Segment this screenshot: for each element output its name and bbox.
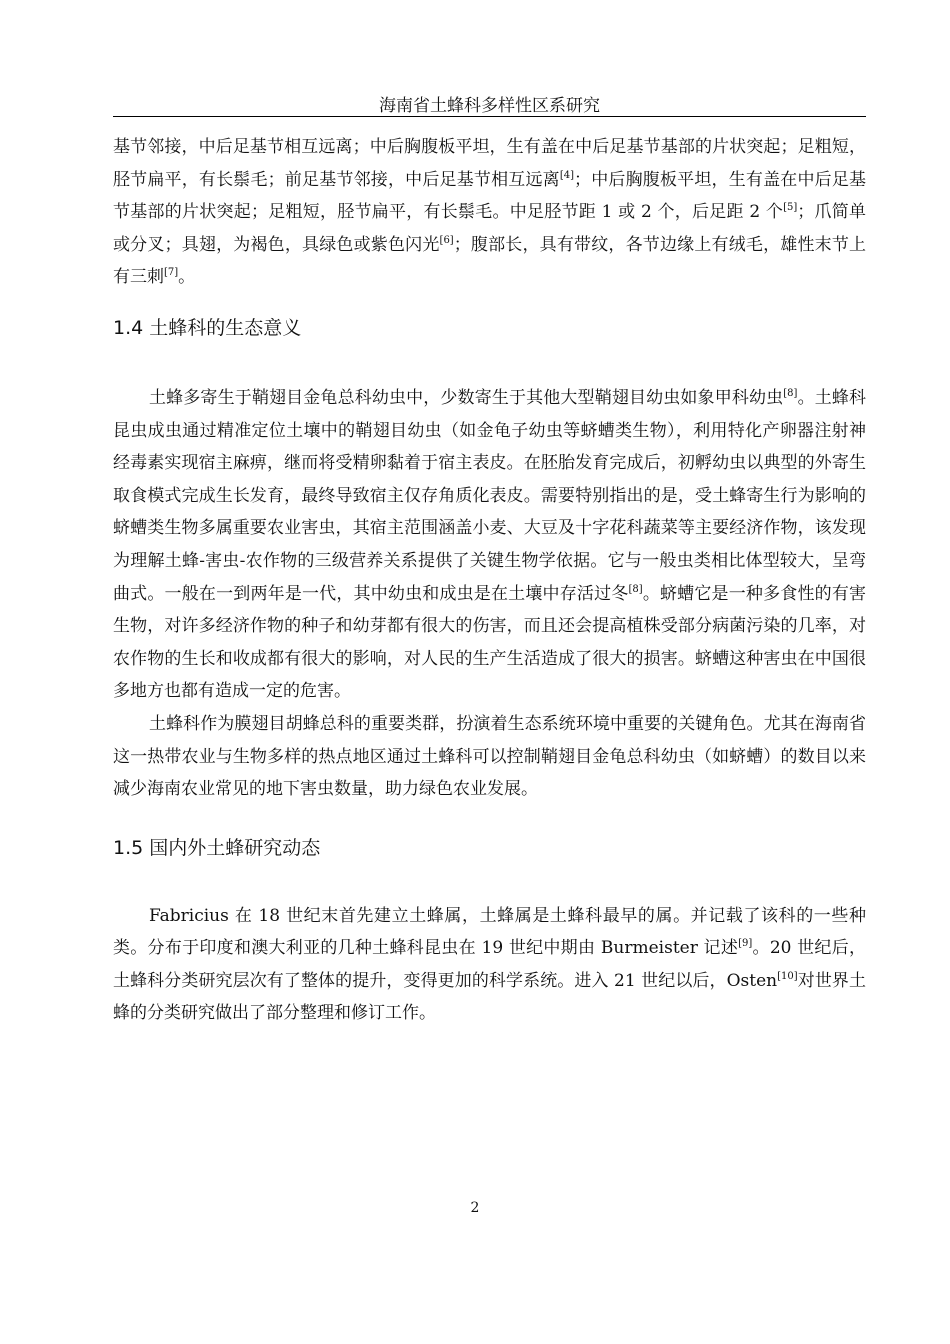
text-run: ；中后胸腹板平坦，生有盖在中后足基节基部的片状突起；足粗短，胫节扁平，有长鬃毛。中足胫节距 1 或 2 个，后足距 2 个	[113, 169, 867, 223]
citation: [5]	[783, 202, 798, 214]
text-run: 。	[178, 267, 196, 288]
text-run: Fabricius 在 18 世纪末首先建立土蜂属，土蜂属是土蜂科最早的属。并记载了该科的一些种类。分布于印度和澳大利亚的几种土蜂科昆虫在 19 世纪中期由 Burmeister 记述	[113, 905, 866, 959]
text-run: 。土蜂科昆虫成虫通过精准定位土壤中的鞘翅目幼虫（如金龟子幼虫等蛴螬类生物），利用特化产卵器注射神经毒素实现宿主麻痹，继而将受精卵黏着于宿主表皮。在胚胎发育完成后，初孵幼虫以典型的外寄生取食模式完成生长发育，最终导致宿主仅存角质化表皮。需要特别指出的是，受土蜂寄生行为影响的蛴螬类生物多属重要农业害虫，其宿主范围涵盖小麦、大豆及十字花科蔬菜等主要经济作物，该发现为理解土蜂-害虫-农作物的三级营养关系提供了关键生物学依据。它与一般虫类相比体型较大，呈弯曲式。一般在一到两年是一代，其中幼虫和成虫是在土壤中存活过冬	[113, 387, 867, 604]
citation: [7]	[164, 267, 179, 279]
paragraph	[113, 900, 866, 1030]
text-run: ；腹部长，具有带纹，各节边缘上有绒毛，雄性末节上有三刺	[113, 234, 867, 288]
text-run: 土蜂多寄生于鞘翅目金龟总科幼虫中，少数寄生于其他大型鞘翅目幼虫如象甲科幼虫	[149, 387, 784, 408]
citation: [4]	[559, 169, 575, 181]
paragraph: 土蜂科作为膜翅目胡蜂总科的重要类群，扮演着生态系统环境中重要的关键角色。尤其在海南省这一热带农业与生物多样的热点地区通过土蜂科可以控制鞘翅目金龟总科幼虫（如蛴螬）的数目以来减少海南农业常见的地下害虫数量，助力绿色农业发展。	[113, 713, 866, 800]
citation: [8]	[628, 583, 643, 595]
citation: [8]	[783, 387, 798, 399]
text-run: 对世界土蜂的分类研究做出了部分整理和修订工作。	[113, 970, 866, 1024]
text-run: ；爪简单或分叉；具翅，为褐色，具绿色或紫色闪光	[113, 202, 866, 255]
header-rule	[113, 116, 866, 117]
text-run: 。20 世纪后，土蜂科分类研究层次有了整体的提升，变得更加的科学系统。进入 21 世纪以后，Osten	[113, 938, 866, 991]
running-header: 海南省土蜂科多样性区系研究	[379, 96, 600, 116]
text-run: 。蛴螬它是一种多食性的有害生物，对许多经济作物的种子和幼芽都有很大的伤害，而且还会提高植株受部分病菌污染的几率，对农作物的生长和收成都有很大的影响，对人民的生产生活造成了很大的损害。蛴螬这种害虫在中国很多地方也都有造成一定的危害。	[113, 583, 867, 702]
section-heading-1-5: 1.5 国内外土蜂研究动态	[113, 836, 321, 859]
paragraph-continued	[113, 131, 866, 294]
page-number: 2	[470, 1200, 480, 1216]
citation: [9]	[738, 938, 753, 950]
page-body	[113, 131, 866, 1030]
citation: [10]	[777, 970, 798, 982]
text-run: 基节邻接，中后足基节相互远离；中后胸腹板平坦，生有盖在中后足基节基部的片状突起；足粗短，胫节扁平，有长鬃毛；前足基节邻接，中后足基节相互远离	[113, 137, 866, 190]
section-heading-1-4: 1.4 土蜂科的生态意义	[113, 316, 302, 339]
citation: [6]	[439, 234, 454, 246]
paragraph	[113, 382, 866, 708]
